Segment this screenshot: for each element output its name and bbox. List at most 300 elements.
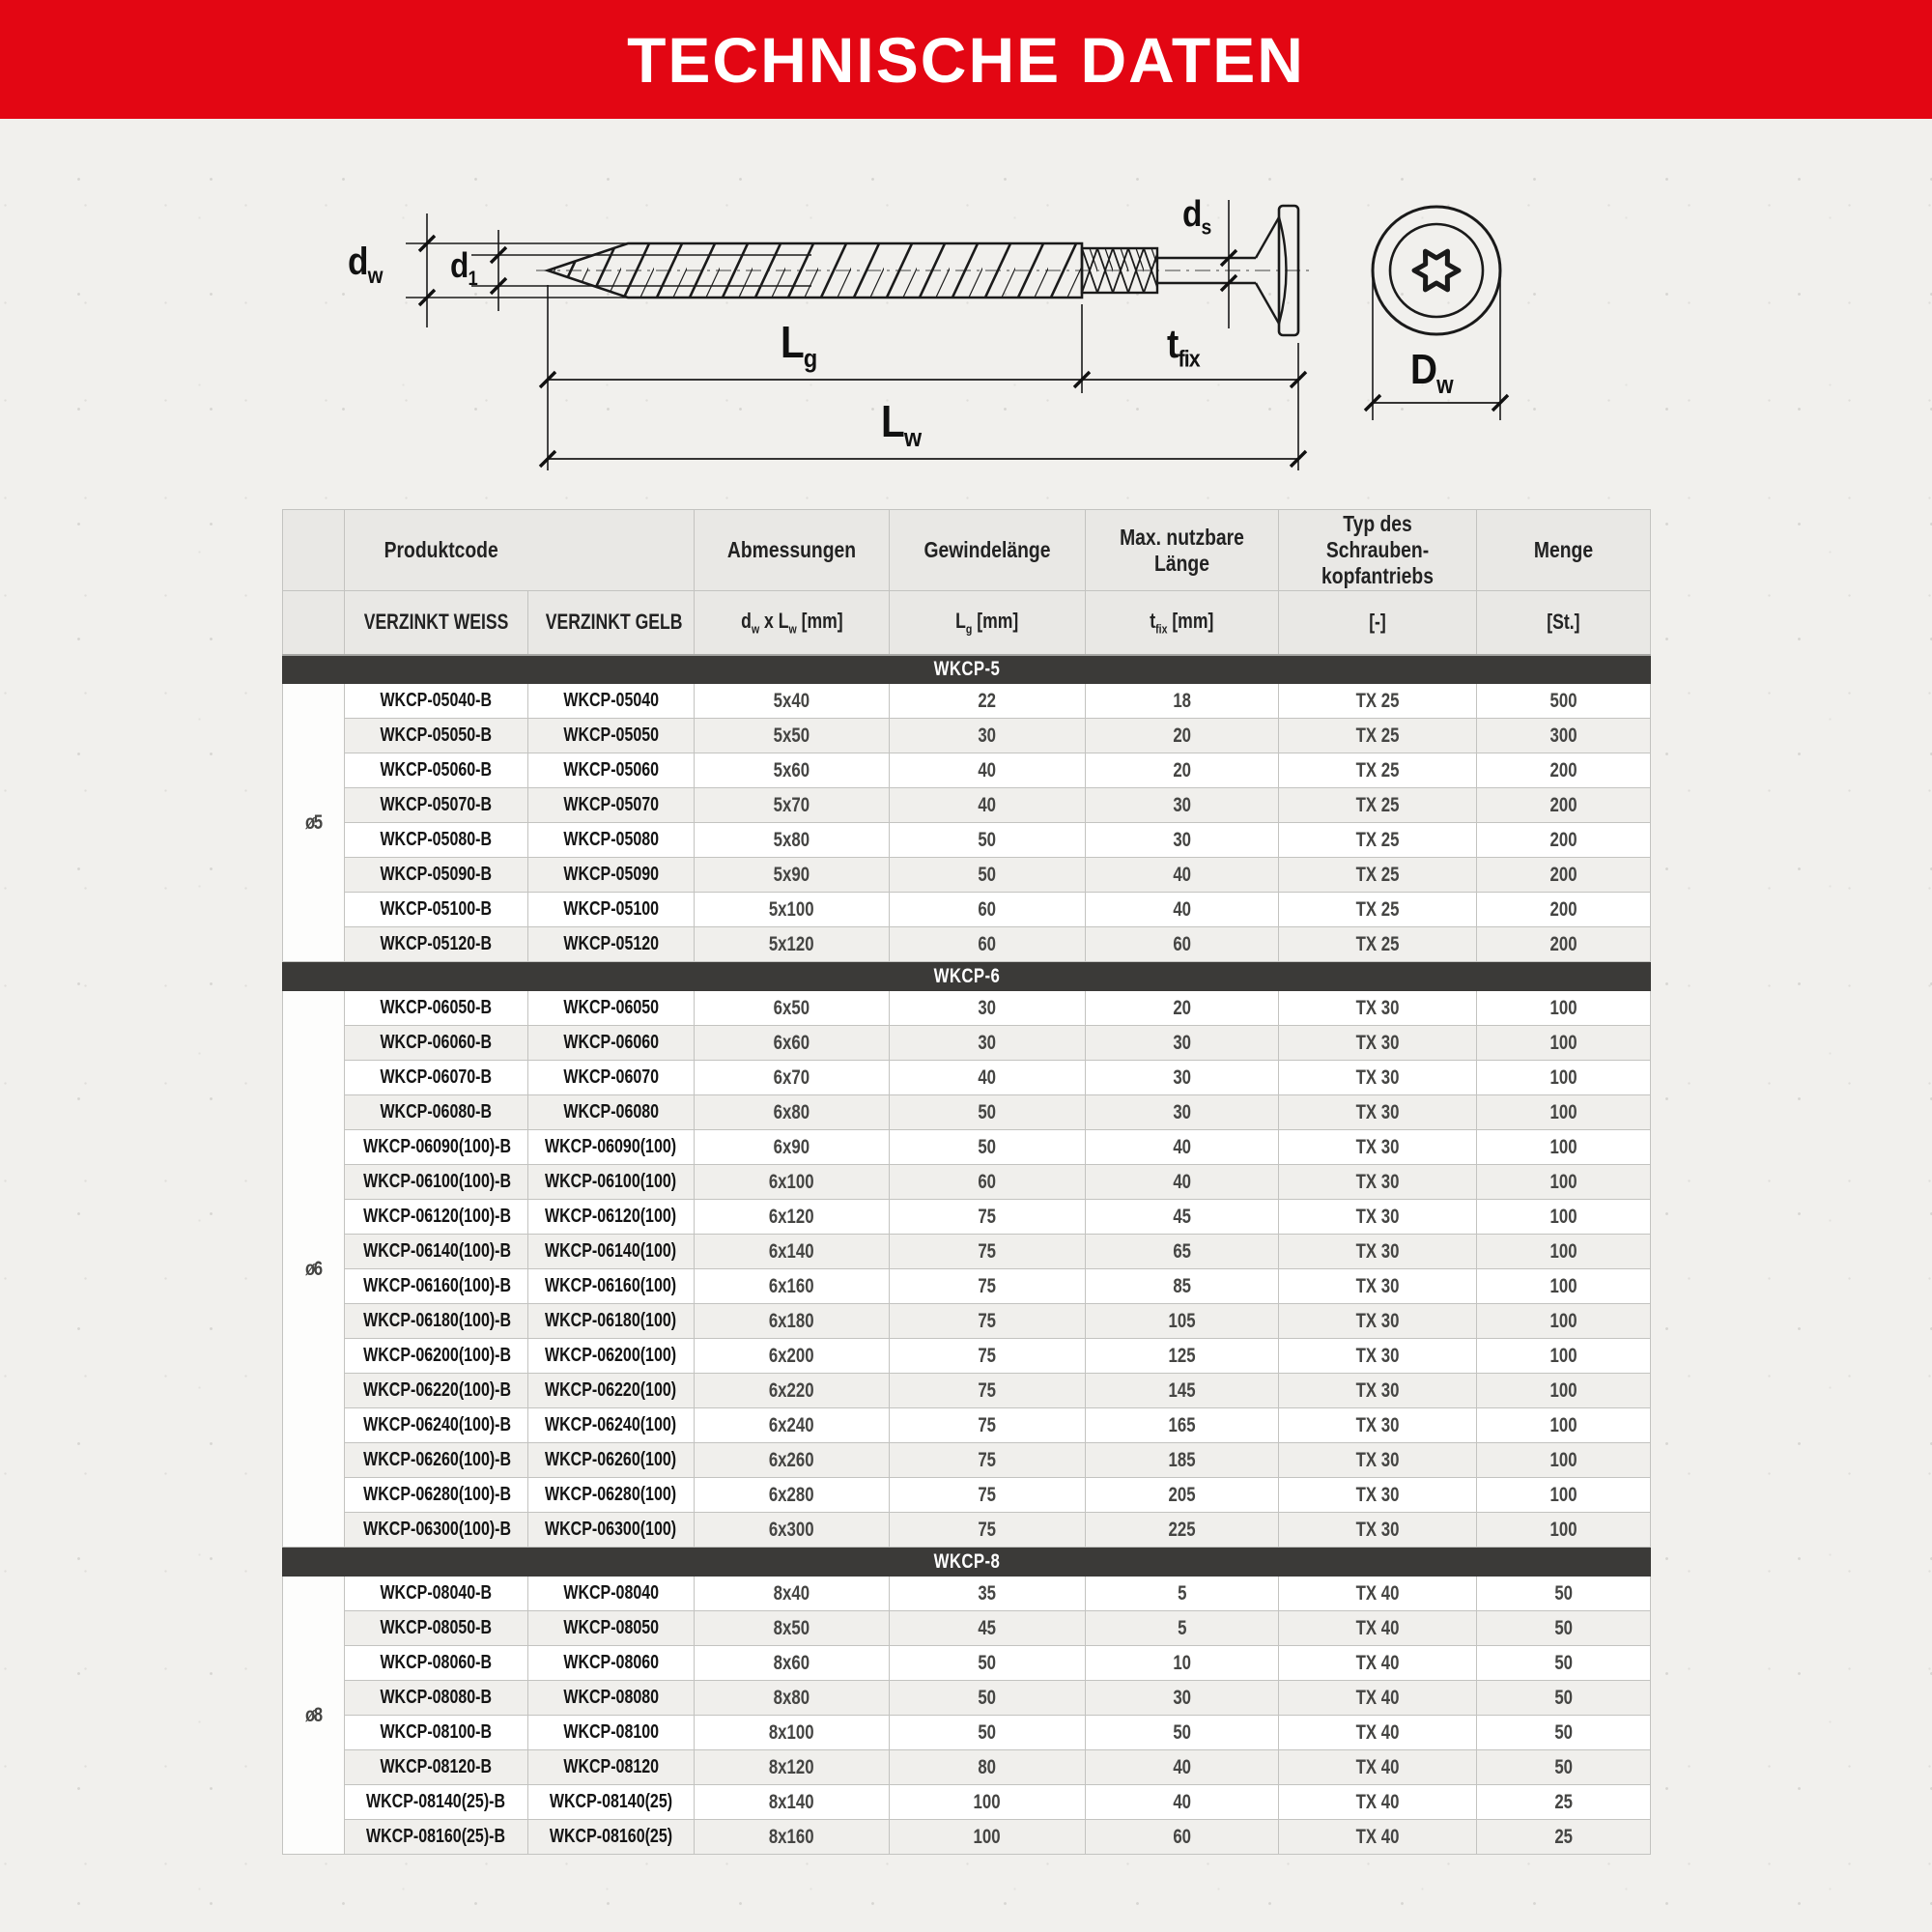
header-abmessungen: Abmessungen xyxy=(695,510,890,591)
cell-menge: 100 xyxy=(1477,1443,1651,1478)
cell-tfix: 30 xyxy=(1086,788,1279,823)
cell-antrieb: TX 25 xyxy=(1279,858,1477,893)
diameter-group-label: ø8 xyxy=(283,1577,345,1855)
title-banner xyxy=(0,0,1932,119)
cell-code-gelb: WKCP-05050 xyxy=(528,719,695,753)
table-row xyxy=(283,1304,1651,1339)
cell-code-gelb: WKCP-06120(100) xyxy=(528,1200,695,1235)
cell-code-weiss: WKCP-06100(100)-B xyxy=(345,1165,528,1200)
cell-menge: 100 xyxy=(1477,1130,1651,1165)
cell-menge: 200 xyxy=(1477,788,1651,823)
cell-menge: 200 xyxy=(1477,893,1651,927)
cell-code-gelb: WKCP-08120 xyxy=(528,1750,695,1785)
cell-code-weiss: WKCP-05090-B xyxy=(345,858,528,893)
cell-gewindelaenge: 75 xyxy=(890,1408,1086,1443)
cell-code-gelb: WKCP-06220(100) xyxy=(528,1374,695,1408)
table-row xyxy=(283,927,1651,962)
table-row xyxy=(283,1513,1651,1548)
cell-abmessungen: 6x80 xyxy=(695,1095,890,1130)
cell-antrieb: TX 25 xyxy=(1279,788,1477,823)
cell-abmessungen: 6x160 xyxy=(695,1269,890,1304)
cell-abmessungen: 6x240 xyxy=(695,1408,890,1443)
cell-abmessungen: 5x120 xyxy=(695,927,890,962)
table-row xyxy=(283,719,1651,753)
cell-code-weiss: WKCP-08040-B xyxy=(345,1577,528,1611)
cell-abmessungen: 6x90 xyxy=(695,1130,890,1165)
cell-antrieb: TX 30 xyxy=(1279,1478,1477,1513)
cell-gewindelaenge: 50 xyxy=(890,858,1086,893)
technical-data-table xyxy=(282,509,1651,1855)
cell-abmessungen: 5x60 xyxy=(695,753,890,788)
cell-code-weiss: WKCP-06140(100)-B xyxy=(345,1235,528,1269)
section-band xyxy=(283,962,1651,991)
cell-code-gelb: WKCP-08060 xyxy=(528,1646,695,1681)
cell-code-gelb: WKCP-08160(25) xyxy=(528,1820,695,1855)
cell-menge: 100 xyxy=(1477,1026,1651,1061)
cell-tfix: 40 xyxy=(1086,1750,1279,1785)
cell-code-weiss: WKCP-06260(100)-B xyxy=(345,1443,528,1478)
cell-gewindelaenge: 50 xyxy=(890,1646,1086,1681)
cell-menge: 50 xyxy=(1477,1716,1651,1750)
cell-tfix: 225 xyxy=(1086,1513,1279,1548)
cell-tfix: 20 xyxy=(1086,753,1279,788)
cell-gewindelaenge: 100 xyxy=(890,1785,1086,1820)
section-band xyxy=(283,655,1651,684)
screw-head-cone-top xyxy=(1256,217,1279,258)
cell-code-weiss: WKCP-06180(100)-B xyxy=(345,1304,528,1339)
cell-code-gelb: WKCP-05080 xyxy=(528,823,695,858)
cell-abmessungen: 8x40 xyxy=(695,1577,890,1611)
cell-antrieb: TX 25 xyxy=(1279,927,1477,962)
cell-menge: 25 xyxy=(1477,1820,1651,1855)
cell-menge: 500 xyxy=(1477,684,1651,719)
cell-gewindelaenge: 100 xyxy=(890,1820,1086,1855)
cell-antrieb: TX 40 xyxy=(1279,1820,1477,1855)
head-front-inner-circle xyxy=(1390,224,1483,317)
cell-code-gelb: WKCP-05100 xyxy=(528,893,695,927)
cell-code-weiss: WKCP-05040-B xyxy=(345,684,528,719)
cell-menge: 100 xyxy=(1477,1061,1651,1095)
table-row xyxy=(283,1165,1651,1200)
cell-tfix: 30 xyxy=(1086,1026,1279,1061)
header-verzinkt-weiss: VERZINKT WEISS xyxy=(345,591,528,655)
cell-code-gelb: WKCP-06200(100) xyxy=(528,1339,695,1374)
cell-antrieb: TX 30 xyxy=(1279,1165,1477,1200)
cell-code-gelb: WKCP-06050 xyxy=(528,991,695,1026)
cell-tfix: 45 xyxy=(1086,1200,1279,1235)
cell-code-weiss: WKCP-06080-B xyxy=(345,1095,528,1130)
table-row xyxy=(283,991,1651,1026)
cell-code-weiss: WKCP-06200(100)-B xyxy=(345,1339,528,1374)
label-lw: $L_w$ xyxy=(881,396,922,453)
header-typ-unit: [-] xyxy=(1279,591,1477,655)
cell-gewindelaenge: 50 xyxy=(890,1716,1086,1750)
cell-code-gelb: WKCP-06300(100) xyxy=(528,1513,695,1548)
cell-antrieb: TX 30 xyxy=(1279,1443,1477,1478)
cell-gewindelaenge: 50 xyxy=(890,1130,1086,1165)
cell-antrieb: TX 40 xyxy=(1279,1750,1477,1785)
cell-code-gelb: WKCP-05040 xyxy=(528,684,695,719)
cell-menge: 300 xyxy=(1477,719,1651,753)
cell-code-weiss: WKCP-08080-B xyxy=(345,1681,528,1716)
header-typ-antrieb: Typ des Schrauben-kopfantriebs xyxy=(1279,510,1477,591)
table-row xyxy=(283,1577,1651,1611)
cell-code-gelb: WKCP-08140(25) xyxy=(528,1785,695,1820)
cell-code-weiss: WKCP-08120-B xyxy=(345,1750,528,1785)
cell-code-weiss: WKCP-08140(25)-B xyxy=(345,1785,528,1820)
table-row xyxy=(283,1478,1651,1513)
table-row xyxy=(283,1095,1651,1130)
cell-abmessungen: 8x160 xyxy=(695,1820,890,1855)
cell-abmessungen: 6x260 xyxy=(695,1443,890,1478)
header-max-nutzbare-laenge: Max. nutzbare Länge xyxy=(1086,510,1279,591)
cell-gewindelaenge: 30 xyxy=(890,991,1086,1026)
label-Dw: $D_w$ xyxy=(1410,346,1453,399)
table-header-row-2 xyxy=(283,591,1651,655)
screw-drawing-svg xyxy=(309,140,1565,517)
cell-abmessungen: 6x280 xyxy=(695,1478,890,1513)
label-ds: $d_s$ xyxy=(1182,194,1211,240)
screw-threaded-shank xyxy=(548,243,1082,298)
table-row xyxy=(283,1785,1651,1820)
cell-gewindelaenge: 60 xyxy=(890,927,1086,962)
cell-code-weiss: WKCP-06240(100)-B xyxy=(345,1408,528,1443)
label-lg: $L_g$ xyxy=(781,317,817,374)
cell-tfix: 105 xyxy=(1086,1304,1279,1339)
cell-antrieb: TX 25 xyxy=(1279,823,1477,858)
cell-menge: 50 xyxy=(1477,1750,1651,1785)
cell-menge: 50 xyxy=(1477,1646,1651,1681)
cell-code-gelb: WKCP-05120 xyxy=(528,927,695,962)
cell-menge: 100 xyxy=(1477,1339,1651,1374)
cell-tfix: 60 xyxy=(1086,927,1279,962)
cell-tfix: 60 xyxy=(1086,1820,1279,1855)
screw-head-cone-bottom xyxy=(1256,283,1279,324)
table-row xyxy=(283,684,1651,719)
cell-gewindelaenge: 75 xyxy=(890,1304,1086,1339)
cell-code-weiss: WKCP-05100-B xyxy=(345,893,528,927)
cell-code-weiss: WKCP-06070-B xyxy=(345,1061,528,1095)
cell-code-weiss: WKCP-06300(100)-B xyxy=(345,1513,528,1548)
cell-code-gelb: WKCP-06180(100) xyxy=(528,1304,695,1339)
header-menge-unit: [St.] xyxy=(1477,591,1651,655)
table-row xyxy=(283,1200,1651,1235)
table-row xyxy=(283,1269,1651,1304)
table-header-row-1 xyxy=(283,510,1651,591)
cell-code-gelb: WKCP-08100 xyxy=(528,1716,695,1750)
cell-code-weiss: WKCP-06120(100)-B xyxy=(345,1200,528,1235)
cell-gewindelaenge: 75 xyxy=(890,1443,1086,1478)
cell-abmessungen: 8x120 xyxy=(695,1750,890,1785)
cell-code-weiss: WKCP-05080-B xyxy=(345,823,528,858)
cell-antrieb: TX 30 xyxy=(1279,1269,1477,1304)
table-row xyxy=(283,1681,1651,1716)
cell-tfix: 50 xyxy=(1086,1716,1279,1750)
cell-menge: 100 xyxy=(1477,991,1651,1026)
header-empty xyxy=(283,510,345,591)
cell-antrieb: TX 25 xyxy=(1279,684,1477,719)
cell-code-weiss: WKCP-06280(100)-B xyxy=(345,1478,528,1513)
cell-antrieb: TX 30 xyxy=(1279,1408,1477,1443)
cell-menge: 100 xyxy=(1477,1165,1651,1200)
section-band xyxy=(283,1548,1651,1577)
cell-code-weiss: WKCP-05120-B xyxy=(345,927,528,962)
cell-menge: 100 xyxy=(1477,1235,1651,1269)
cell-code-weiss: WKCP-06060-B xyxy=(345,1026,528,1061)
cell-antrieb: TX 40 xyxy=(1279,1611,1477,1646)
cell-antrieb: TX 30 xyxy=(1279,1200,1477,1235)
cell-tfix: 165 xyxy=(1086,1408,1279,1443)
table-row xyxy=(283,1443,1651,1478)
cell-gewindelaenge: 45 xyxy=(890,1611,1086,1646)
table-row xyxy=(283,1061,1651,1095)
cell-tfix: 30 xyxy=(1086,1061,1279,1095)
table-row xyxy=(283,893,1651,927)
cell-gewindelaenge: 40 xyxy=(890,788,1086,823)
cell-code-weiss: WKCP-06050-B xyxy=(345,991,528,1026)
cell-abmessungen: 5x100 xyxy=(695,893,890,927)
header-dim-unit: $d_w$ x $L_w$ [mm] xyxy=(695,591,890,655)
table-row xyxy=(283,1339,1651,1374)
header-empty xyxy=(283,591,345,655)
table-row xyxy=(283,1716,1651,1750)
cell-abmessungen: 6x180 xyxy=(695,1304,890,1339)
cell-abmessungen: 8x80 xyxy=(695,1681,890,1716)
cell-antrieb: TX 30 xyxy=(1279,1339,1477,1374)
cell-menge: 50 xyxy=(1477,1681,1651,1716)
cell-gewindelaenge: 40 xyxy=(890,1061,1086,1095)
cell-gewindelaenge: 50 xyxy=(890,823,1086,858)
cell-code-gelb: WKCP-06140(100) xyxy=(528,1235,695,1269)
cell-gewindelaenge: 75 xyxy=(890,1269,1086,1304)
cell-antrieb: TX 25 xyxy=(1279,753,1477,788)
cell-tfix: 40 xyxy=(1086,893,1279,927)
cell-tfix: 5 xyxy=(1086,1611,1279,1646)
section-band-label: WKCP-8 xyxy=(283,1548,1651,1577)
cell-code-weiss: WKCP-08050-B xyxy=(345,1611,528,1646)
page-title: TECHNISCHE DATEN xyxy=(627,23,1305,96)
section-band-label: WKCP-5 xyxy=(283,655,1651,684)
cell-tfix: 40 xyxy=(1086,858,1279,893)
cell-menge: 100 xyxy=(1477,1200,1651,1235)
table-row xyxy=(283,1646,1651,1681)
cell-abmessungen: 8x140 xyxy=(695,1785,890,1820)
table-row xyxy=(283,823,1651,858)
cell-tfix: 5 xyxy=(1086,1577,1279,1611)
cell-gewindelaenge: 35 xyxy=(890,1577,1086,1611)
cell-code-gelb: WKCP-05070 xyxy=(528,788,695,823)
cell-abmessungen: 6x70 xyxy=(695,1061,890,1095)
header-lg-unit: $L_g$ [mm] xyxy=(890,591,1086,655)
cell-code-weiss: WKCP-08100-B xyxy=(345,1716,528,1750)
cell-gewindelaenge: 60 xyxy=(890,893,1086,927)
cell-gewindelaenge: 75 xyxy=(890,1513,1086,1548)
section-band-label: WKCP-6 xyxy=(283,962,1651,991)
cell-menge: 200 xyxy=(1477,823,1651,858)
cell-code-gelb: WKCP-06090(100) xyxy=(528,1130,695,1165)
cell-antrieb: TX 40 xyxy=(1279,1646,1477,1681)
cell-code-gelb: WKCP-06160(100) xyxy=(528,1269,695,1304)
cell-code-weiss: WKCP-08160(25)-B xyxy=(345,1820,528,1855)
cell-code-gelb: WKCP-05090 xyxy=(528,858,695,893)
cell-gewindelaenge: 30 xyxy=(890,719,1086,753)
cell-abmessungen: 8x50 xyxy=(695,1611,890,1646)
cell-code-gelb: WKCP-06240(100) xyxy=(528,1408,695,1443)
cell-tfix: 40 xyxy=(1086,1130,1279,1165)
cell-antrieb: TX 40 xyxy=(1279,1577,1477,1611)
cell-abmessungen: 5x90 xyxy=(695,858,890,893)
cell-antrieb: TX 30 xyxy=(1279,1026,1477,1061)
cell-code-weiss: WKCP-06090(100)-B xyxy=(345,1130,528,1165)
table-row xyxy=(283,1130,1651,1165)
cell-code-gelb: WKCP-08080 xyxy=(528,1681,695,1716)
table-row xyxy=(283,1026,1651,1061)
cell-code-weiss: WKCP-06220(100)-B xyxy=(345,1374,528,1408)
cell-antrieb: TX 30 xyxy=(1279,1304,1477,1339)
cell-abmessungen: 6x200 xyxy=(695,1339,890,1374)
cell-gewindelaenge: 22 xyxy=(890,684,1086,719)
cell-code-gelb: WKCP-08040 xyxy=(528,1577,695,1611)
cell-code-gelb: WKCP-06260(100) xyxy=(528,1443,695,1478)
cell-code-weiss: WKCP-05070-B xyxy=(345,788,528,823)
cell-abmessungen: 6x60 xyxy=(695,1026,890,1061)
cell-menge: 100 xyxy=(1477,1269,1651,1304)
head-front-outer-circle xyxy=(1373,207,1500,334)
cell-gewindelaenge: 75 xyxy=(890,1339,1086,1374)
cell-menge: 100 xyxy=(1477,1304,1651,1339)
cell-gewindelaenge: 40 xyxy=(890,753,1086,788)
cell-menge: 100 xyxy=(1477,1408,1651,1443)
cell-gewindelaenge: 75 xyxy=(890,1374,1086,1408)
cell-abmessungen: 6x140 xyxy=(695,1235,890,1269)
cell-antrieb: TX 25 xyxy=(1279,893,1477,927)
cell-code-gelb: WKCP-06080 xyxy=(528,1095,695,1130)
cell-code-gelb: WKCP-05060 xyxy=(528,753,695,788)
cell-gewindelaenge: 30 xyxy=(890,1026,1086,1061)
label-tfix: $t_{fix}$ xyxy=(1167,321,1200,373)
cell-menge: 100 xyxy=(1477,1478,1651,1513)
cell-menge: 100 xyxy=(1477,1374,1651,1408)
cell-gewindelaenge: 60 xyxy=(890,1165,1086,1200)
cell-antrieb: TX 30 xyxy=(1279,1513,1477,1548)
cell-menge: 50 xyxy=(1477,1577,1651,1611)
cell-code-gelb: WKCP-06060 xyxy=(528,1026,695,1061)
header-tfix-unit: $t_{fix}$ [mm] xyxy=(1086,591,1279,655)
cell-tfix: 40 xyxy=(1086,1785,1279,1820)
cell-code-gelb: WKCP-06100(100) xyxy=(528,1165,695,1200)
cell-antrieb: TX 40 xyxy=(1279,1716,1477,1750)
cell-antrieb: TX 30 xyxy=(1279,1095,1477,1130)
cell-menge: 200 xyxy=(1477,753,1651,788)
cell-abmessungen: 6x50 xyxy=(695,991,890,1026)
cell-menge: 200 xyxy=(1477,858,1651,893)
label-dw: $d_w$ xyxy=(348,241,383,288)
diameter-group-label: ø5 xyxy=(283,684,345,962)
cell-code-gelb: WKCP-08050 xyxy=(528,1611,695,1646)
cell-antrieb: TX 30 xyxy=(1279,991,1477,1026)
label-d1: $d_1$ xyxy=(450,245,477,291)
table-row xyxy=(283,858,1651,893)
cell-abmessungen: 8x100 xyxy=(695,1716,890,1750)
cell-gewindelaenge: 75 xyxy=(890,1235,1086,1269)
table-row xyxy=(283,1235,1651,1269)
cell-abmessungen: 5x80 xyxy=(695,823,890,858)
table-row xyxy=(283,1611,1651,1646)
cell-code-gelb: WKCP-06070 xyxy=(528,1061,695,1095)
cell-gewindelaenge: 75 xyxy=(890,1478,1086,1513)
screw-knurl-section xyxy=(1082,248,1157,293)
cell-antrieb: TX 30 xyxy=(1279,1235,1477,1269)
header-produktcode: Produktcode xyxy=(345,510,695,591)
header-gewindelaenge: Gewindelänge xyxy=(890,510,1086,591)
header-verzinkt-gelb: VERZINKT GELB xyxy=(528,591,695,655)
cell-menge: 100 xyxy=(1477,1095,1651,1130)
cell-tfix: 125 xyxy=(1086,1339,1279,1374)
cell-menge: 25 xyxy=(1477,1785,1651,1820)
cell-abmessungen: 5x70 xyxy=(695,788,890,823)
cell-tfix: 30 xyxy=(1086,1095,1279,1130)
screw-technical-drawing xyxy=(309,140,1565,517)
table-row xyxy=(283,753,1651,788)
cell-antrieb: TX 25 xyxy=(1279,719,1477,753)
cell-tfix: 20 xyxy=(1086,719,1279,753)
cell-code-weiss: WKCP-05050-B xyxy=(345,719,528,753)
cell-abmessungen: 6x300 xyxy=(695,1513,890,1548)
cell-abmessungen: 6x220 xyxy=(695,1374,890,1408)
cell-menge: 100 xyxy=(1477,1513,1651,1548)
cell-tfix: 65 xyxy=(1086,1235,1279,1269)
table-row xyxy=(283,1374,1651,1408)
header-menge: Menge xyxy=(1477,510,1651,591)
cell-abmessungen: 6x100 xyxy=(695,1165,890,1200)
cell-tfix: 145 xyxy=(1086,1374,1279,1408)
torx-recess-icon xyxy=(1414,251,1459,290)
cell-tfix: 40 xyxy=(1086,1165,1279,1200)
cell-antrieb: TX 30 xyxy=(1279,1130,1477,1165)
cell-menge: 200 xyxy=(1477,927,1651,962)
cell-abmessungen: 5x50 xyxy=(695,719,890,753)
cell-gewindelaenge: 80 xyxy=(890,1750,1086,1785)
cell-gewindelaenge: 50 xyxy=(890,1095,1086,1130)
cell-antrieb: TX 40 xyxy=(1279,1681,1477,1716)
table-row xyxy=(283,788,1651,823)
cell-tfix: 30 xyxy=(1086,1681,1279,1716)
cell-tfix: 20 xyxy=(1086,991,1279,1026)
cell-antrieb: TX 30 xyxy=(1279,1374,1477,1408)
cell-code-weiss: WKCP-05060-B xyxy=(345,753,528,788)
cell-tfix: 85 xyxy=(1086,1269,1279,1304)
cell-code-weiss: WKCP-06160(100)-B xyxy=(345,1269,528,1304)
cell-tfix: 18 xyxy=(1086,684,1279,719)
cell-code-weiss: WKCP-08060-B xyxy=(345,1646,528,1681)
table-row xyxy=(283,1750,1651,1785)
cell-abmessungen: 8x60 xyxy=(695,1646,890,1681)
cell-menge: 50 xyxy=(1477,1611,1651,1646)
cell-antrieb: TX 40 xyxy=(1279,1785,1477,1820)
cell-gewindelaenge: 50 xyxy=(890,1681,1086,1716)
cell-gewindelaenge: 75 xyxy=(890,1200,1086,1235)
table-row xyxy=(283,1820,1651,1855)
cell-antrieb: TX 30 xyxy=(1279,1061,1477,1095)
cell-tfix: 10 xyxy=(1086,1646,1279,1681)
cell-tfix: 205 xyxy=(1086,1478,1279,1513)
cell-abmessungen: 5x40 xyxy=(695,684,890,719)
cell-tfix: 30 xyxy=(1086,823,1279,858)
cell-tfix: 185 xyxy=(1086,1443,1279,1478)
diameter-group-label: ø6 xyxy=(283,991,345,1548)
table-row xyxy=(283,1408,1651,1443)
cell-code-gelb: WKCP-06280(100) xyxy=(528,1478,695,1513)
